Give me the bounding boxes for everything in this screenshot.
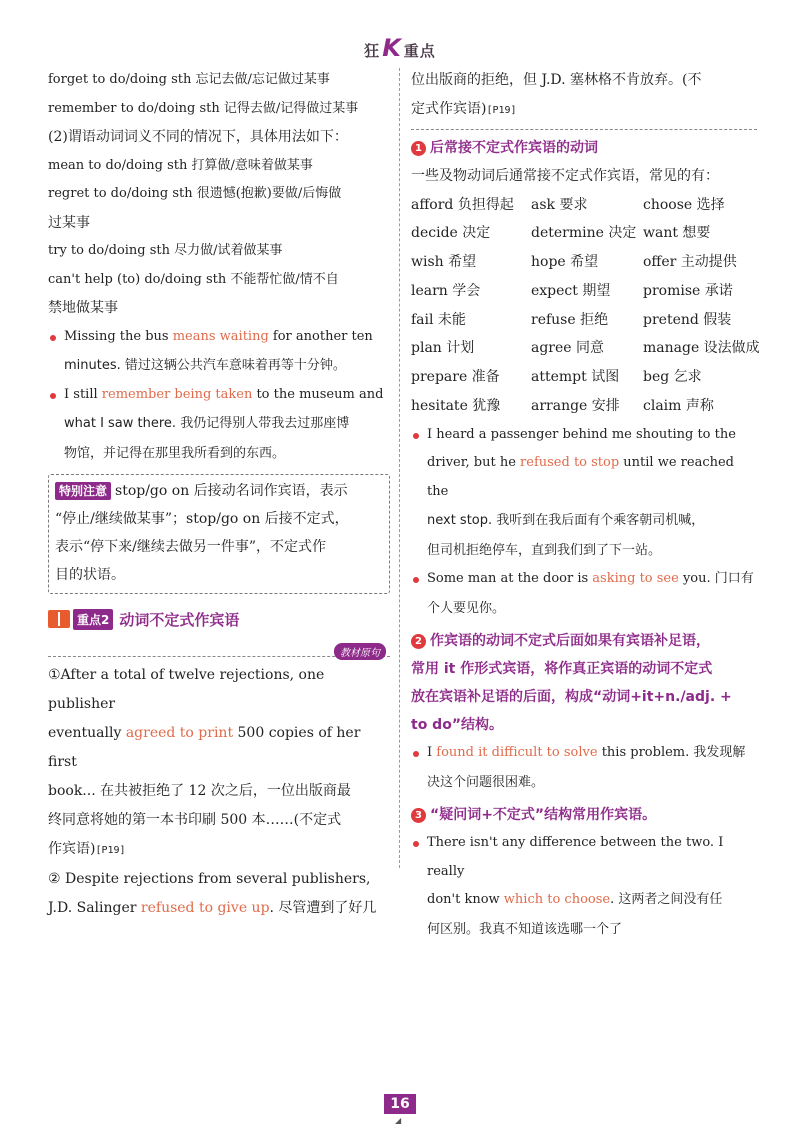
left-column: [48, 66, 390, 923]
header-right-text: 重点: [403, 42, 436, 60]
example-line: eventually agreed to print 500 copies of her first: [48, 725, 361, 770]
example-line: J.D. Salinger refused to give up. 尽管遭到了好几: [48, 900, 377, 916]
header-left-text: 狂: [364, 42, 381, 60]
highlight-phrase: which to choose: [503, 892, 611, 908]
textbook-divider: [48, 640, 390, 657]
bullet-text: what I saw there. 我仍记得别人带我去过那座博: [64, 416, 350, 431]
verb-item: pretend 假装: [643, 311, 732, 328]
textbook-badge: 教材原句: [334, 643, 386, 660]
note-tag: 特别注意: [55, 482, 111, 500]
verb-item: refuse 拒绝: [531, 311, 609, 328]
section-title: 动词不定式作宾语: [119, 610, 240, 629]
highlight-phrase: remember being taken: [101, 386, 253, 402]
verb-item: wish 希望: [411, 254, 477, 271]
page-reference: [P19]: [486, 105, 517, 116]
subsection-heading: 1 后常接不定式作宾语的动词: [411, 134, 757, 162]
verb-item: ask 要求: [531, 196, 588, 213]
verb-item: learn 学会: [411, 282, 481, 299]
verb-item: want 想要: [643, 225, 711, 242]
text-line: regret to do/doing sth 很遗憾(抱歉)要做/后悔做: [48, 186, 342, 201]
example-line: 终同意将她的第一本书印刷 500 本……(不定式: [48, 812, 342, 828]
example-line: 定式作宾语)[P19]: [411, 101, 517, 117]
page-number: 16: [384, 1094, 416, 1114]
example-bullet: I found it difficult to solve this problem. 我发现解 决这个问题很困难。: [411, 739, 757, 797]
text-line: can't help (to) do/doing sth 不能帮忙做/情不自: [48, 271, 339, 287]
highlight-phrase: asking to see: [592, 571, 679, 587]
verb-item: agree 同意: [531, 340, 605, 357]
subsection-text: to do”结构。: [411, 717, 504, 734]
verb-item: beg 乞求: [643, 369, 702, 386]
section-heading: [48, 606, 390, 632]
verb-item: determine 决定: [531, 225, 637, 242]
verb-item: decide 决定: [411, 225, 491, 242]
number-badge: 1: [411, 141, 426, 156]
verb-item: claim 声称: [643, 398, 714, 415]
text-line: (2)谓语动词词义不同的情况下，具体用法如下：: [48, 129, 348, 145]
verb-item: offer 主动提供: [643, 254, 737, 271]
header-k-logo: K: [382, 34, 402, 62]
note-text: “停止/继续做某事”；stop/go on 后接不定式，: [55, 511, 349, 527]
bullet-text: for another ten: [268, 328, 373, 344]
example-line: ①After a total of twelve rejections, one publisher: [48, 667, 325, 712]
example-bullet: There isn't any difference between the two. I really don't know which to choose. 这两者之间没有任 何区别。我真不知道该选哪一个了: [411, 829, 757, 944]
highlight-phrase: refused to stop: [520, 455, 620, 471]
note-text: stop/go on 后接动名词作宾语，表示: [115, 483, 348, 499]
text-line: 禁地做某事: [48, 300, 118, 316]
bullet-text: There isn't any difference between the two. I really: [411, 829, 757, 886]
example-line: 位出版商的拒绝，但 J.D. 塞林格不肯放弃。(不: [411, 72, 702, 88]
verb-item: choose 选择: [643, 196, 725, 213]
example-bullet: [48, 381, 390, 469]
column-divider: [399, 68, 400, 868]
text-line: try to do/doing sth 尽力做/试着做某事: [48, 243, 283, 258]
text-line: forget to do/doing sth 忘记去做/忘记做过某事: [48, 72, 330, 87]
verb-item: prepare 准备: [411, 369, 500, 386]
subsection-heading: 3 “疑问词+不定式”结构常用作宾语。: [411, 801, 757, 829]
example-line: book... 在共被拒绝了 12 次之后，一位出版商最: [48, 783, 351, 799]
intro-text: 一些及物动词后通常接不定式作宾语，常见的有：: [411, 168, 719, 184]
highlight-phrase: found it difficult to solve: [436, 745, 598, 761]
bullet-text: I heard a passenger behind me shouting to the: [411, 421, 757, 450]
bullet-text: minutes. 错过这辆公共汽车意味着再等十分钟。: [64, 358, 346, 373]
subsection-text: 常用 it 作形式宾语，将作真正宾语的动词不定式: [411, 661, 713, 678]
note-text: 目的状语。: [55, 567, 125, 583]
verb-item: afford 负担得起: [411, 196, 514, 213]
right-column: [411, 66, 760, 944]
verb-item: hope 希望: [531, 254, 599, 271]
continued-example: [411, 66, 757, 130]
example-bullet: I heard a passenger behind me shouting to the driver, but he refused to stop until we reached the next stop. 我听到在我后面有个乘客朝司机喊， 但司机拒绝停车，直到我们到了下一站。: [411, 421, 757, 566]
page-reference: [P19]: [95, 845, 126, 856]
verb-item: expect 期望: [531, 282, 611, 299]
verb-item: promise 承诺: [643, 282, 733, 299]
verb-item: plan 计划: [411, 340, 475, 357]
bullet-text: I still: [64, 386, 102, 402]
special-note-box: [48, 474, 390, 594]
number-badge: 2: [411, 634, 426, 649]
section-tag: 重点2: [73, 609, 113, 630]
verb-item: manage 设法做成: [643, 340, 760, 357]
text-line: 过某事: [48, 214, 90, 231]
bullet-text: 物馆，并记得在那里我所看到的东西。: [64, 445, 286, 461]
highlight-phrase: means waiting: [172, 328, 269, 344]
verb-item: fail 未能: [411, 311, 466, 328]
text-line: remember to do/doing sth 记得去做/记得做过某事: [48, 100, 359, 116]
example-bullet: Some man at the door is asking to see you. 门口有 个人要见你。: [411, 565, 757, 623]
number-badge: 3: [411, 808, 426, 823]
verb-item: hesitate 犹豫: [411, 398, 501, 415]
example-line: ② Despite rejections from several publishers,: [48, 871, 371, 887]
subsection-text: 放在宾语补足语的后面，构成“动词+it+n./adj. +: [411, 689, 732, 706]
note-text: 表示“停下来/继续去做另一件事”，不定式作: [55, 539, 327, 555]
example-line: 作宾语)[P19]: [48, 841, 126, 857]
highlight-phrase: refused to give up: [140, 900, 270, 916]
verb-list: [411, 191, 760, 421]
bullet-text: Missing the bus: [64, 328, 173, 344]
verb-item: attempt 试图: [531, 369, 620, 386]
verb-item: arrange 安排: [531, 398, 620, 415]
page-header: [0, 34, 800, 62]
bullet-text: to the museum and: [252, 386, 384, 402]
highlight-phrase: agreed to print: [125, 725, 234, 741]
text-line: mean to do/doing sth 打算做/意味着做某事: [48, 157, 313, 173]
subsection-heading: 2 作宾语的动词不定式后面如果有宾语补足语，: [411, 627, 757, 655]
book-icon: [48, 610, 70, 628]
example-bullet: [48, 323, 390, 381]
footer-ornament: ◢: [395, 1116, 402, 1125]
